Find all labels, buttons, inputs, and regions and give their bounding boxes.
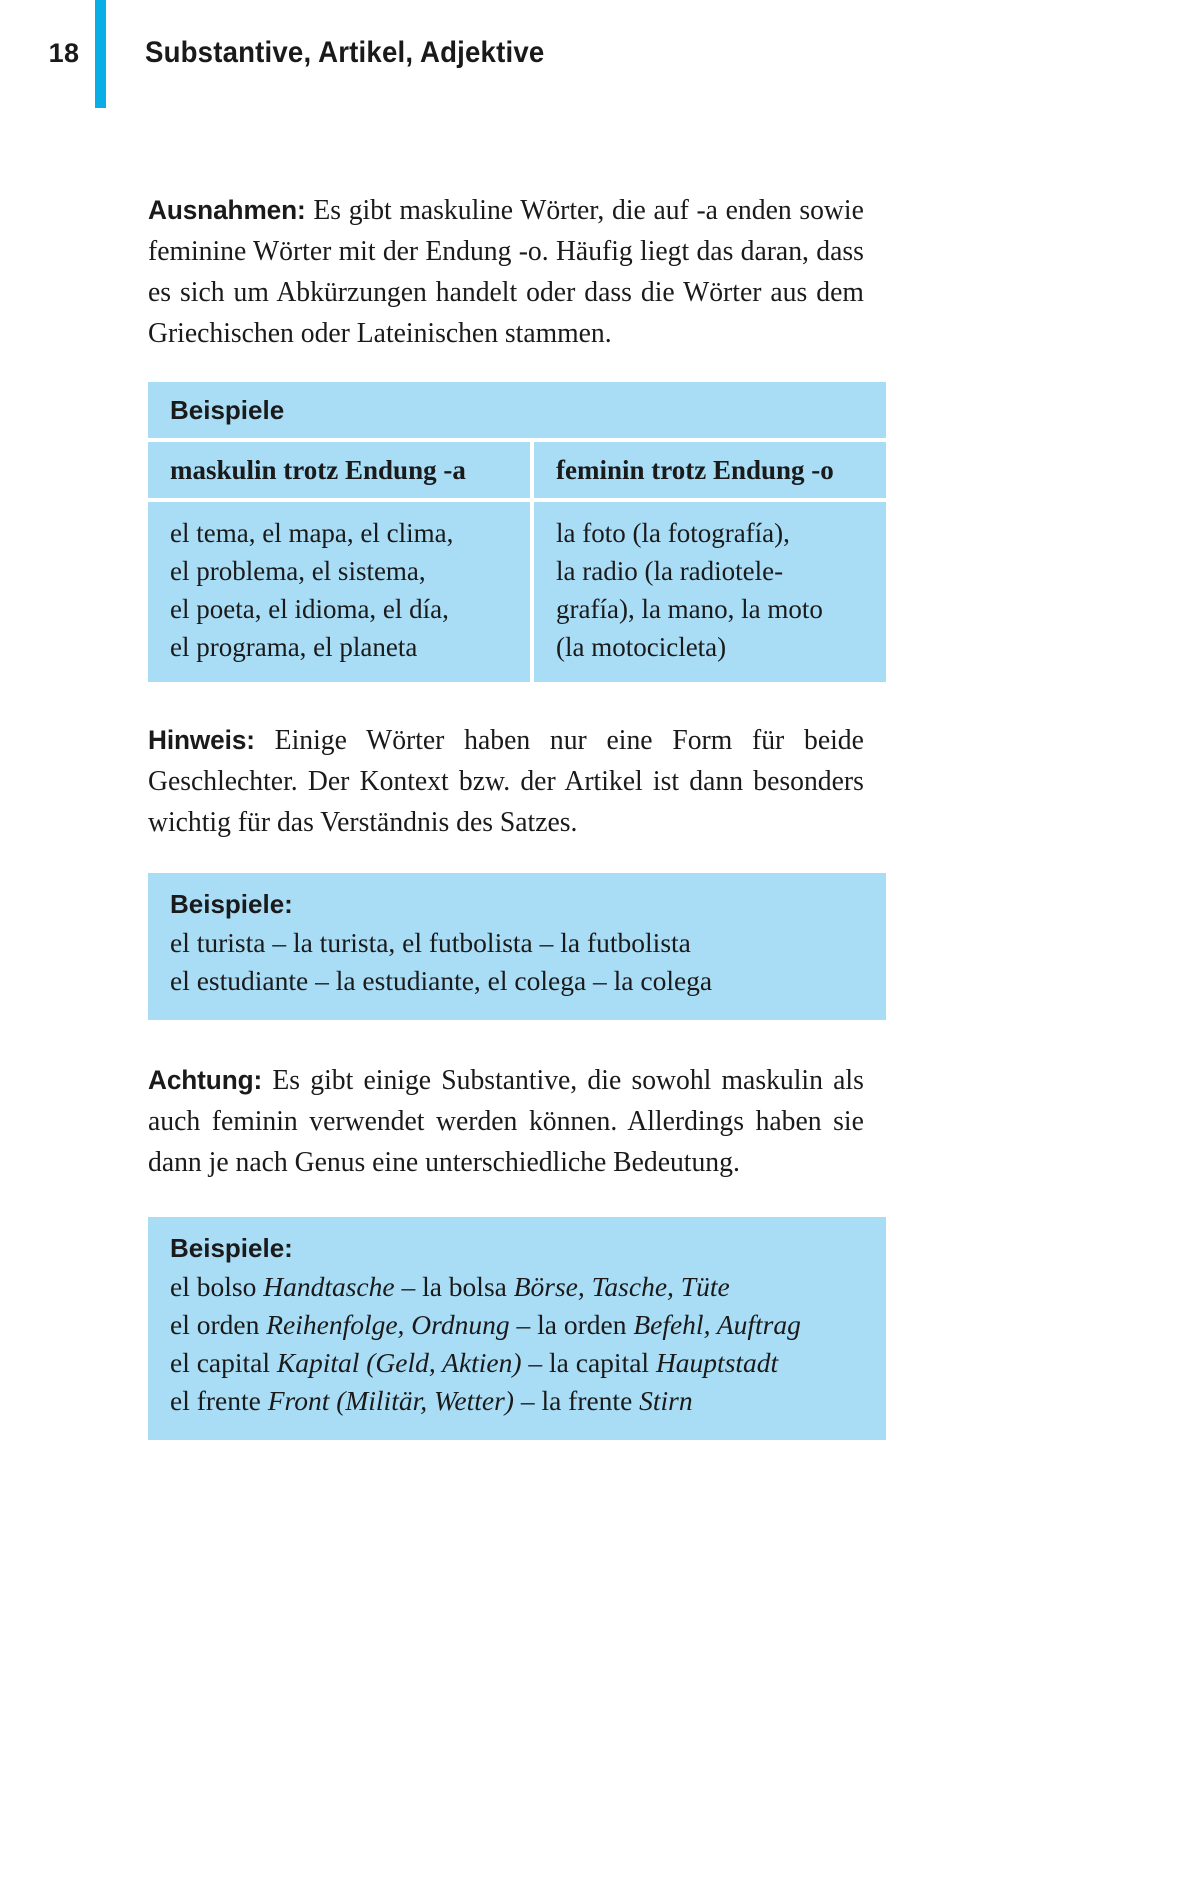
gloss-italic: Handtasche <box>263 1271 395 1302</box>
page-title: Substantive, Artikel, Adjektive <box>145 36 545 69</box>
box-line <box>170 1268 864 1306</box>
table-cell-line: el tema, el mapa, el clima, <box>170 518 454 548</box>
term-roman: – la orden <box>509 1309 634 1340</box>
gloss-italic: Reihenfolge, Ordnung <box>266 1309 510 1340</box>
gloss-italic: Befehl, Auftrag <box>633 1309 801 1340</box>
table-cell-feminine <box>534 502 886 682</box>
gloss-italic: Front (Militär, Wetter) <box>267 1385 514 1416</box>
table-beispiele <box>148 382 886 682</box>
gloss-italic: Kapital (Geld, Aktien) <box>276 1347 522 1378</box>
table-cell-line: la radio (la radiotele- <box>556 556 784 586</box>
header-accent-rule <box>95 0 106 108</box>
gloss-italic: Börse, Tasche, Tüte <box>513 1271 730 1302</box>
table-cell-line: el programa, el planeta <box>170 632 418 662</box>
table-cell-line: la foto (la fotografía), <box>556 518 790 548</box>
box-beispiele-gemeinsam <box>148 873 886 1020</box>
box-line <box>170 1306 864 1344</box>
paragraph-achtung <box>148 1060 864 1183</box>
term-roman: – la bolsa <box>394 1271 514 1302</box>
box-line: el estudiante – la estudiante, el colega – la colega <box>170 965 713 996</box>
term-roman: el frente <box>170 1385 268 1416</box>
paragraph-ausnahmen <box>148 190 864 354</box>
table-body-row <box>148 502 886 682</box>
table-caption: Beispiele <box>148 382 886 438</box>
table-cell-line: (la motocicleta) <box>556 632 727 662</box>
box-title: Beispiele: <box>170 1233 293 1263</box>
box-line-list <box>170 1268 864 1420</box>
box-beispiele-bedeutung <box>148 1217 886 1440</box>
term-roman: el bolso <box>170 1271 264 1302</box>
term-roman: el orden <box>170 1309 267 1340</box>
paragraph-lead-achtung: Achtung: <box>148 1065 263 1095</box>
term-roman: – la frente <box>513 1385 640 1416</box>
paragraph-text-achtung: Es gibt einige Substantive, die sowohl maskulin als auch feminin verwendet werden können. Allerdings haben sie dann je nach Genus eine unterschiedliche Bedeutung. <box>148 1065 864 1178</box>
paragraph-lead-hinweis: Hinweis: <box>148 725 255 755</box>
page-number: 18 <box>48 38 80 68</box>
paragraph-text-ausnahmen: Es gibt maskuline Wörter, die auf -a enden sowie feminine Wörter mit der Endung -o. Häufig liegt das daran, dass es sich um Abkürzungen handelt oder dass die Wörter aus dem Griechischen oder Lateinischen stammen. <box>148 195 864 349</box>
table-cell-line: el problema, el sistema, <box>170 556 426 586</box>
gloss-italic: Stirn <box>639 1385 693 1416</box>
table-column-header-masculine: maskulin trotz Endung -a <box>148 442 530 498</box>
paragraph-hinweis <box>148 720 864 843</box>
table-header-row <box>148 442 886 498</box>
table-cell-line: grafía), la mano, la moto <box>556 594 823 624</box>
page-header <box>0 0 1182 112</box>
gloss-italic: Hauptstadt <box>655 1347 779 1378</box>
content-column <box>148 190 886 1440</box>
paragraph-text-hinweis: Einige Wörter haben nur eine Form für beide Geschlechter. Der Kontext bzw. der Artikel ist dann besonders wichtig für das Verständnis des Satzes. <box>148 725 864 838</box>
table-cell-masculine <box>148 502 530 682</box>
box-line <box>170 1344 864 1382</box>
table-cell-line: el poeta, el idioma, el día, <box>170 594 449 624</box>
term-roman: el capital <box>170 1347 277 1378</box>
paragraph-lead-ausnahmen: Ausnahmen: <box>148 195 306 225</box>
term-roman: – la capital <box>521 1347 656 1378</box>
box-line: el turista – la turista, el futbolista – la futbolista <box>170 927 691 958</box>
table-column-header-feminine: feminin trotz Endung -o <box>534 442 886 498</box>
box-title: Beispiele: <box>170 889 293 919</box>
box-line <box>170 1382 864 1420</box>
